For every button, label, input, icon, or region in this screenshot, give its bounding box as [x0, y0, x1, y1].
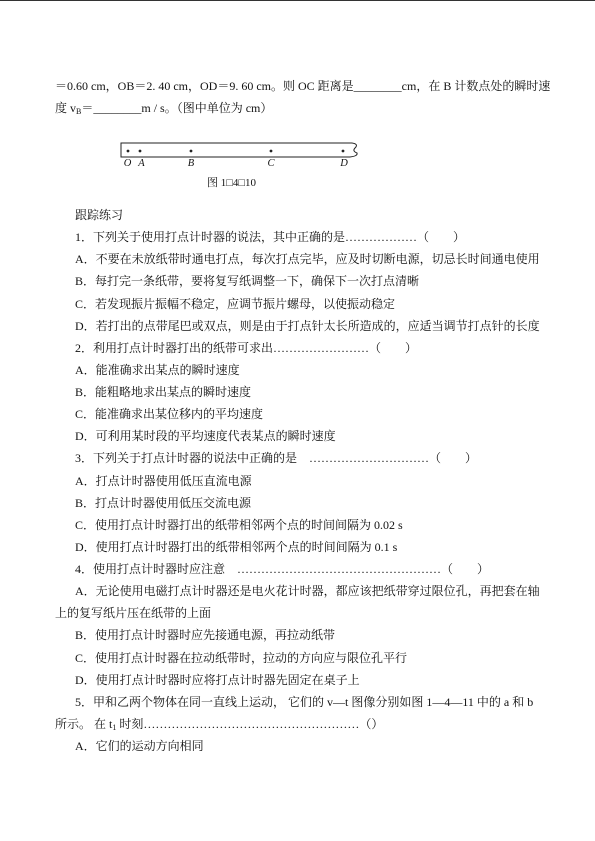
point-label-d: D [340, 158, 348, 169]
q4-stem: 4．使用打点计时器时应注意 ……………………………………………（ ） [75, 562, 490, 576]
q4-option-c: C．使用打点计时器在拉动纸带时，拉动的方向应与限位孔平行 [75, 650, 408, 665]
velocity-subscript: B [76, 107, 82, 116]
point-label-c: C [267, 158, 275, 169]
q2-stem: 2．利用打点计时器打出的纸带可求出……………………（ ） [75, 340, 418, 355]
q1-stem: 1．下列关于使用打点计时器的说法，其中正确的是………………（ ） [75, 230, 466, 245]
point-label-b: B [187, 158, 195, 169]
point-label-a: A [138, 158, 145, 169]
paper-tape-figure [115, 136, 365, 172]
q2-option-c: C．能准确求出某位移内的平均速度 [75, 407, 264, 422]
q3-option-a: A．打点计时器使用低压直流电源 [75, 473, 252, 488]
q1-option-b: B．每打完一条纸带，要将复写纸调整一下，确保下一次打点清晰 [75, 274, 420, 289]
q2-option-d: D．可利用某时段的平均速度代表某点的瞬时速度 [75, 429, 336, 444]
q4-option-a: A．无论使用电磁打点计时器还是电火花计时器，都应该把纸带穿过限位孔，再把套在轴 [75, 584, 540, 599]
q5-stem-line-2-end: 时刻………………………………………………（） [116, 716, 384, 731]
tape-dot-c [270, 150, 273, 153]
intro-line-1: ＝0.60 cm，OB＝2. 40 cm，OD＝9. 60 cm。则 OC 距离是________cm，在 B 计数点处的瞬时速 [55, 79, 551, 93]
time-subscript: 1 [112, 722, 117, 732]
q2-option-b: B．能粗略地求出某点的瞬时速度 [75, 385, 252, 399]
q1-option-c: C．若发现振片振幅不稳定，应调节振片螺母，以使振动稳定 [75, 296, 396, 311]
q2-option-a: A．能准确求出某点的瞬时速度 [75, 362, 240, 377]
figure-caption: 图 1□4□10 [207, 177, 257, 189]
q3-option-d: D．使用打点计时器打出的纸带相邻两个点的时间间隔为 0.1 s [75, 539, 398, 554]
q5-stem-line-2-start: 所示。 在 t [55, 716, 113, 731]
tape-dot-a [139, 150, 142, 153]
intro-line-2-start: 度 v [55, 101, 77, 115]
intro-line-2 [55, 97, 585, 119]
exercise-section [0, 204, 595, 757]
q3-option-c: C．使用打点计时器打出的纸带相邻两个点的时间间隔为 0.02 s [75, 517, 403, 532]
paper-tape [121, 143, 352, 157]
section-title: 跟踪练习 [75, 208, 124, 222]
q4-option-d: D．使用打点计时器时应将打点计时器先固定在桌子上 [75, 672, 360, 687]
intro-problem [55, 75, 585, 119]
q1-option-d: D．若打出的点带尾巴或双点，则是由于打点针太长所造成的，应适当调节打点针的长度 [75, 318, 540, 333]
top-rule [0, 0, 595, 1]
q4-option-a-continued: 上的复写纸片压在纸带的上面 [55, 606, 212, 621]
q1-option-a: A．不要在未放纸带时通电打点，每次打点完毕，应及时切断电源，切忌长时间通电使用 [75, 252, 540, 267]
q5-option-a: A．它们的运动方向相同 [75, 739, 204, 753]
q5-stem-line-1: 5．甲和乙两个物体在同一直线上运动， 它们的 v—t 图像分别如图 1—4—11 中的 a 和 b [75, 694, 534, 709]
point-label-o: O [123, 158, 132, 169]
intro-line-2-end: ＝________m / s。（图中单位为 cm） [81, 101, 273, 115]
q4-option-b: B．使用打点计时器时应先接通电源，再拉动纸带 [75, 628, 336, 643]
tape-dot-d [342, 150, 345, 153]
q3-option-b: B．打点计时器使用低压交流电源 [75, 495, 252, 510]
paper-tape-torn-edge [350, 143, 357, 157]
tape-dot-b [190, 150, 193, 153]
q3-stem: 3．下列关于打点计时器的说法中正确的是 …………………………（ ） [75, 451, 478, 466]
tape-dot-o [127, 150, 130, 153]
q5-stem-line-2 [0, 713, 595, 735]
